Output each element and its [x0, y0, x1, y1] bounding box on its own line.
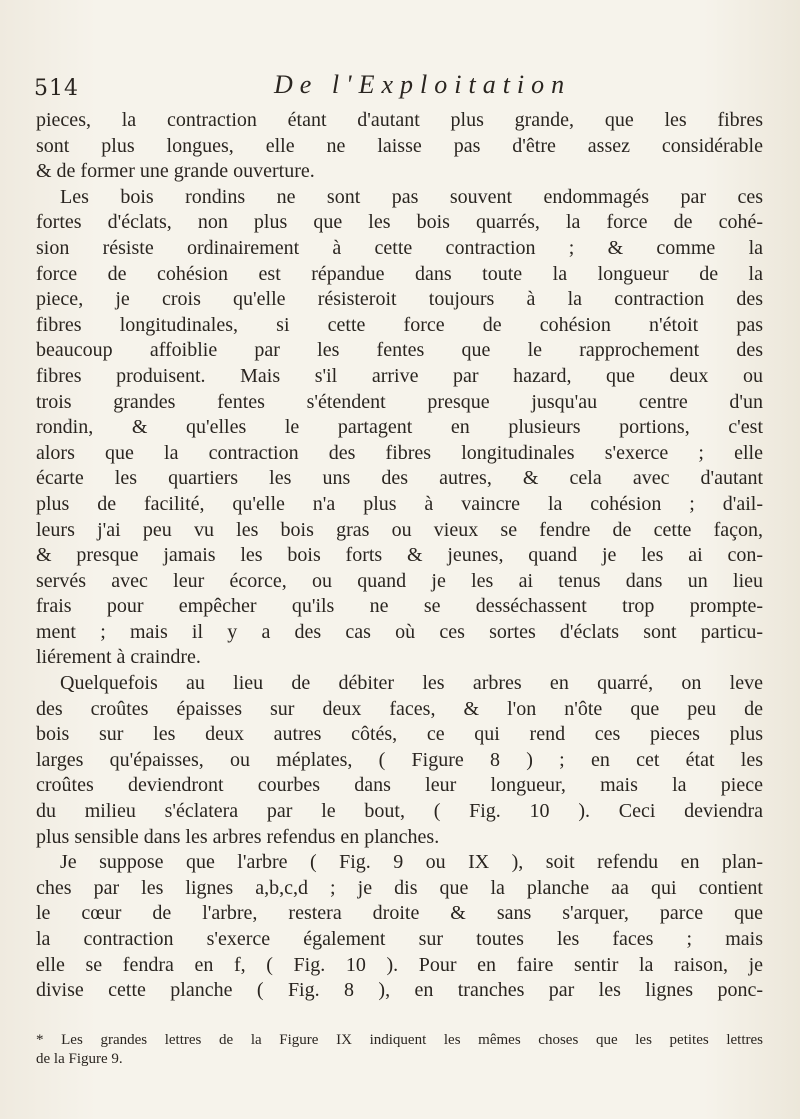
text-line: Les bois rondins ne sont pas souvent endommagés par ces — [60, 185, 763, 208]
page-number: 514 — [34, 76, 79, 101]
text-line: fortes d'éclats, non plus que les bois quarrés, la force de cohé- — [36, 211, 763, 234]
text-line: & de former une grande ouverture. — [36, 160, 315, 183]
text-line: frais pour empêcher qu'ils ne se desséchassent trop prompte- — [36, 595, 763, 618]
running-head — [34, 70, 754, 106]
text-line: fibres produisent. Mais s'il arrive par hazard, que deux ou — [36, 364, 763, 387]
text-line: divise cette planche ( Fig. 8 ), en tranches par les lignes ponc- — [36, 979, 763, 1002]
text-line: elle se fendra en f, ( Fig. 10 ). Pour en faire sentir la raison, je — [36, 953, 763, 976]
text-line: force de cohésion est répandue dans toute la longueur de la — [36, 262, 763, 285]
text-line: piece, je crois qu'elle résisteroit toujours à la contraction des — [36, 288, 763, 311]
text-line: larges qu'épaisses, ou méplates, ( Figure 8 ) ; en cet état les — [36, 748, 763, 771]
text-line: & presque jamais les bois forts & jeunes, quand je les ai con- — [36, 544, 763, 567]
text-line: liérement à craindre. — [36, 646, 201, 669]
text-line: beaucoup affoiblie par les fentes que le rapprochement des — [36, 339, 763, 362]
text-line: Je suppose que l'arbre ( Fig. 9 ou IX ), soit refendu en plan- — [60, 851, 763, 874]
text-line: bois sur les deux autres côtés, ce qui rend ces pieces plus — [36, 723, 763, 746]
text-line: sont plus longues, elle ne laisse pas d'être assez considérable — [36, 134, 763, 157]
text-line: du milieu s'éclatera par le bout, ( Fig. 10 ). Ceci deviendra — [36, 800, 763, 823]
footnote-line: * Les grandes lettres de la Figure IX indiquent les mêmes choses que les petites lettres — [36, 1032, 763, 1048]
text-line: sion résiste ordinairement à cette contraction ; & comme la — [36, 236, 763, 259]
running-title: De l'Exploitation — [274, 70, 572, 99]
footnote — [36, 1031, 763, 1069]
text-line: alors que la contraction des fibres longitudinales s'exerce ; elle — [36, 441, 763, 464]
text-line: ches par les lignes a,b,c,d ; je dis que la planche aa qui contient — [36, 876, 763, 899]
text-line: croûtes deviendront courbes dans leur longueur, mais la piece — [36, 774, 763, 797]
text-line: ment ; mais il y a des cas où ces sortes d'éclats sont particu- — [36, 620, 763, 643]
text-line: des croûtes épaisses sur deux faces, & l'on n'ôte que peu de — [36, 697, 763, 720]
text-line: écarte les quartiers les uns des autres, & cela avec d'autant — [36, 467, 763, 490]
text-line: plus sensible dans les arbres refendus en planches. — [36, 825, 440, 848]
text-line: servés avec leur écorce, ou quand je les ai tenus dans un lieu — [36, 569, 763, 592]
text-line: plus de facilité, qu'elle n'a plus à vaincre la cohésion ; d'ail- — [36, 492, 763, 515]
text-line: Quelquefois au lieu de débiter les arbres en quarré, on leve — [60, 672, 763, 695]
text-line: rondin, & qu'elles le partagent en plusieurs portions, c'est — [36, 416, 763, 439]
footnote-line: de la Figure 9. — [36, 1051, 123, 1067]
text-line: le cœur de l'arbre, restera droite & sans s'arquer, parce que — [36, 902, 763, 925]
text-line: pieces, la contraction étant d'autant plus grande, que les fibres — [36, 109, 763, 131]
text-line: la contraction s'exerce également sur toutes les faces ; mais — [36, 928, 763, 950]
body-text — [36, 108, 763, 1004]
text-line: fibres longitudinales, si cette force de cohésion n'étoit pas — [36, 313, 763, 336]
text-line: leurs j'ai peu vu les bois gras ou vieux se fendre de cette façon, — [36, 518, 763, 541]
text-line: trois grandes fentes s'étendent presque jusqu'au centre d'un — [36, 390, 763, 413]
